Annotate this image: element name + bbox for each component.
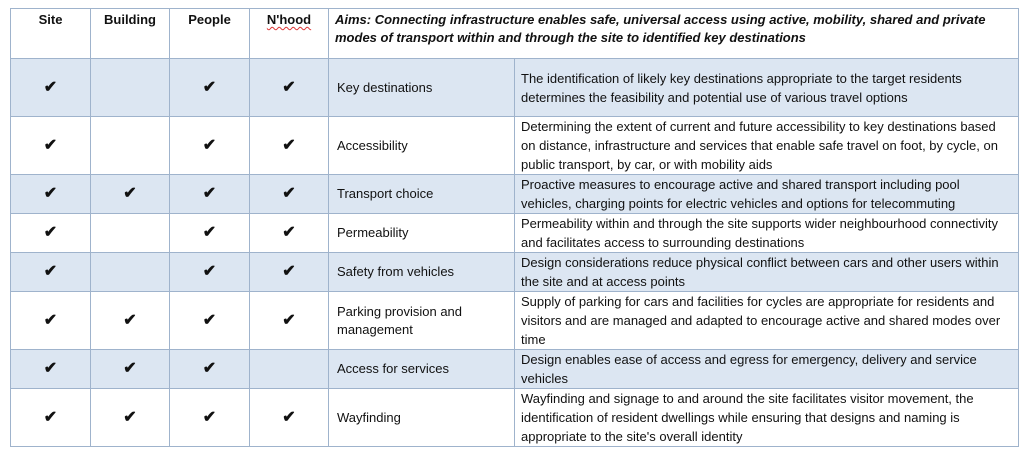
check-site: ✔ (11, 117, 91, 175)
check-nhood: ✔ (250, 117, 329, 175)
table-row (11, 175, 1019, 214)
header-nhood-label: N'hood (266, 12, 312, 27)
criterion-description: Wayfinding and signage to and around the site facilitates visitor movement, the identification of resident dwellings while ensuring that designs and naming is appropriate to the site's overall identity (515, 389, 1019, 447)
check-site: ✔ (11, 214, 91, 253)
check-building (91, 253, 170, 292)
criterion-label: Parking provision and management (329, 292, 515, 350)
check-people: ✔ (170, 389, 250, 447)
criterion-description: Design enables ease of access and egress for emergency, delivery and service vehicles (515, 350, 1019, 389)
criterion-label: Wayfinding (329, 389, 515, 447)
criterion-description: Permeability within and through the site supports wider neighbourhood connectivity and facilitates access to surrounding destinations (515, 214, 1019, 253)
check-building (91, 117, 170, 175)
check-building: ✔ (91, 350, 170, 389)
table-row (11, 214, 1019, 253)
table-row (11, 389, 1019, 447)
check-site: ✔ (11, 350, 91, 389)
check-people: ✔ (170, 350, 250, 389)
check-site: ✔ (11, 175, 91, 214)
criterion-description: Proactive measures to encourage active and shared transport including pool vehicles, charging points for electric vehicles and options for telecommuting (515, 175, 1019, 214)
check-site: ✔ (11, 59, 91, 117)
criterion-description: Design considerations reduce physical conflict between cars and other users within the site and at access points (515, 253, 1019, 292)
table-row (11, 292, 1019, 350)
header-building: Building (91, 9, 170, 59)
check-building: ✔ (91, 389, 170, 447)
check-building: ✔ (91, 292, 170, 350)
check-nhood: ✔ (250, 389, 329, 447)
criterion-label: Permeability (329, 214, 515, 253)
check-site: ✔ (11, 389, 91, 447)
criterion-label: Safety from vehicles (329, 253, 515, 292)
check-nhood: ✔ (250, 292, 329, 350)
check-people: ✔ (170, 214, 250, 253)
check-building: ✔ (91, 175, 170, 214)
check-nhood: ✔ (250, 175, 329, 214)
check-nhood: ✔ (250, 253, 329, 292)
check-site: ✔ (11, 292, 91, 350)
criteria-table (10, 8, 1019, 447)
check-people: ✔ (170, 175, 250, 214)
check-building (91, 214, 170, 253)
header-site: Site (11, 9, 91, 59)
header-aims: Aims: Connecting infrastructure enables safe, universal access using active, mobility, shared and private modes of transport within and through the site to identified key destinations (329, 9, 1019, 59)
check-people: ✔ (170, 292, 250, 350)
table-row (11, 350, 1019, 389)
criterion-label: Key destinations (329, 59, 515, 117)
check-nhood (250, 350, 329, 389)
criterion-description: Determining the extent of current and future accessibility to key destinations based on distance, infrastructure and services that enable safe travel on foot, by cycle, on public transport, by car, or with mobility aids (515, 117, 1019, 175)
table-row (11, 253, 1019, 292)
header-row (11, 9, 1019, 59)
check-nhood: ✔ (250, 214, 329, 253)
check-nhood: ✔ (250, 59, 329, 117)
table-row (11, 59, 1019, 117)
criterion-label: Accessibility (329, 117, 515, 175)
check-people: ✔ (170, 59, 250, 117)
check-site: ✔ (11, 253, 91, 292)
check-people: ✔ (170, 117, 250, 175)
criterion-description: The identification of likely key destinations appropriate to the target residents determines the feasibility and potential use of various travel options (515, 59, 1019, 117)
header-people: People (170, 9, 250, 59)
criterion-label: Access for services (329, 350, 515, 389)
criterion-label: Transport choice (329, 175, 515, 214)
check-building (91, 59, 170, 117)
header-nhood (250, 9, 329, 59)
table-row (11, 117, 1019, 175)
check-people: ✔ (170, 253, 250, 292)
criterion-description: Supply of parking for cars and facilities for cycles are appropriate for residents and visitors and are managed and adapted to encourage active and shared modes over time (515, 292, 1019, 350)
